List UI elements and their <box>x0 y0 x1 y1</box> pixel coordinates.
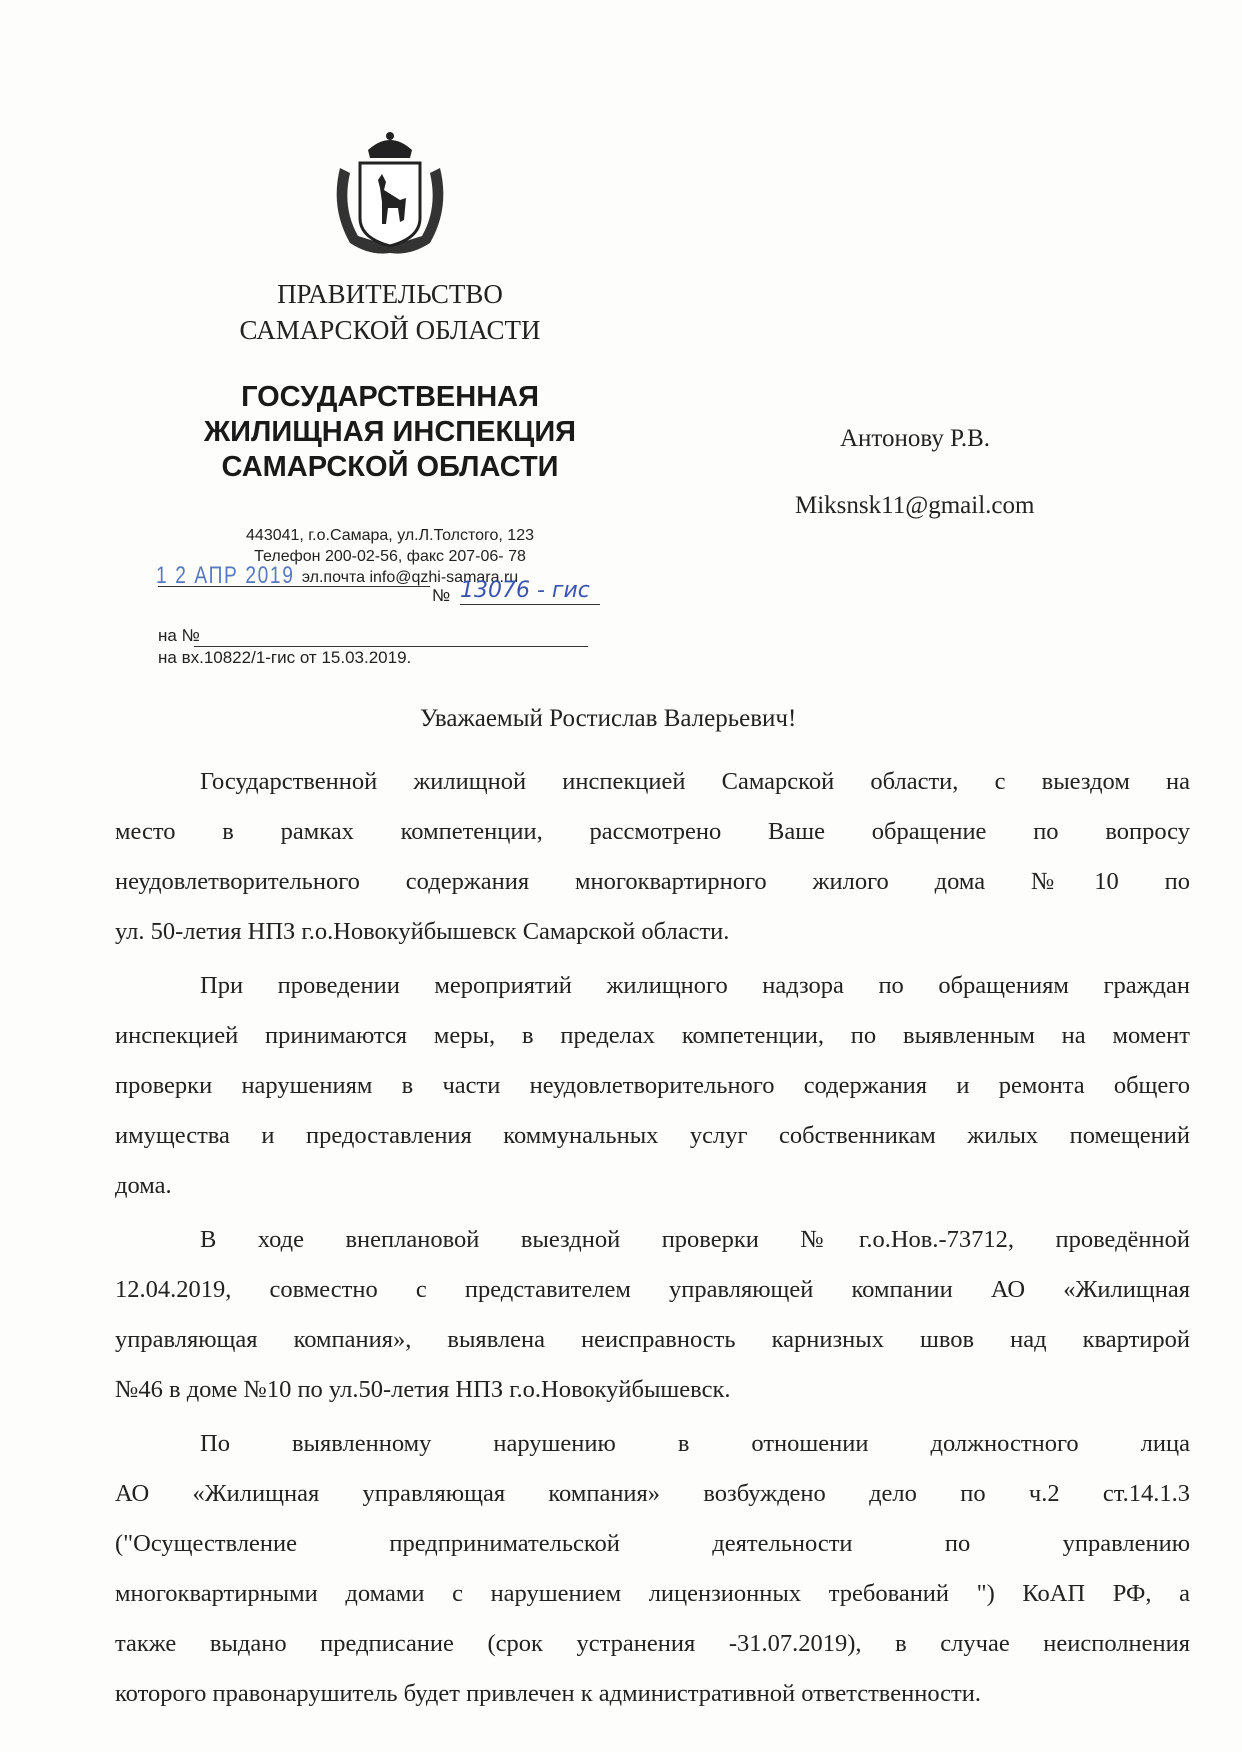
email-line: эл.почта info@qzhi-samara.ru <box>301 569 519 586</box>
text-line: проверки нарушениям в части неудовлетворительного содержания и ремонта общего <box>115 1072 1190 1099</box>
number-label: № <box>432 586 451 605</box>
paragraph <box>115 1419 1190 1719</box>
paragraph <box>115 757 1190 957</box>
text-line: ("Осуществление предпринимательской деятельности по управлению <box>115 1530 1190 1557</box>
text-line: По выявленному нарушению в отношении должностного лица <box>200 1430 1190 1457</box>
date-stamp: 1 2 АПР 2019 <box>156 562 295 589</box>
paragraph <box>115 961 1190 1211</box>
text-line: которого правонарушитель будет привлечен к административной ответственности. <box>115 1680 981 1707</box>
text-line: ул. 50-летия НПЗ г.о.Новокуйбышевск Самарской области. <box>115 918 730 945</box>
outgoing-number: 13076 - гис <box>460 578 600 605</box>
recipient-name: Антонову Р.В. <box>840 425 991 452</box>
inspection-line: ГОСУДАРСТВЕННАЯ <box>241 381 539 413</box>
text-line: неудовлетворительного содержания многоквартирного жилого дома №10 по <box>115 868 1190 895</box>
text-line: также выдано предписание (срок устранения -31.07.2019), в случае неисполнения <box>115 1630 1190 1657</box>
text-line: дома. <box>115 1172 172 1199</box>
government-line: САМАРСКОЙ ОБЛАСТИ <box>239 315 541 345</box>
text-line: имущества и предоставления коммунальных услуг собственникам жилых помещений <box>115 1122 1190 1149</box>
text-line: №46 в доме №10 по ул.50-летия НПЗ г.о.Новокуйбышевск. <box>115 1376 731 1403</box>
recipient-email: Miksnsk11@gmail.com <box>795 492 1035 519</box>
paragraph <box>115 1215 1190 1415</box>
reply-to-label: на № <box>158 626 200 645</box>
text-line: АО «Жилищная управляющая компания» возбуждено дело по ч.2 ст.14.1.3 <box>115 1480 1190 1507</box>
text-line: В ходе внеплановой выездной проверки №г.о.Нов.-73712, проведённой <box>200 1226 1190 1253</box>
coat-of-arms-emblem <box>330 128 450 258</box>
government-line: ПРАВИТЕЛЬСТВО <box>277 279 503 309</box>
inspection-line: ЖИЛИЩНАЯ ИНСПЕКЦИЯ <box>203 416 577 448</box>
letter-body <box>115 757 1190 1723</box>
text-line: место в рамках компетенции, рассмотрено Ваше обращение по вопросу <box>115 818 1190 845</box>
phone-line: Телефон 200-02-56, факс 207-06- 78 <box>254 548 526 565</box>
address-line: 443041, г.о.Самара, ул.Л.Толстого, 123 <box>246 527 534 544</box>
text-line: Государственной жилищной инспекцией Самарской области, с выездом на <box>200 768 1190 795</box>
text-line: инспекцией принимаются меры, в пределах компетенции, по выявленным на момент <box>115 1022 1190 1049</box>
inspection-line: САМАРСКОЙ ОБЛАСТИ <box>221 451 559 483</box>
incoming-reference: на вх.10822/1-гис от 15.03.2019. <box>158 648 412 667</box>
text-line: многоквартирными домами с нарушением лицензионных требований ") КоАП РФ, а <box>115 1580 1190 1607</box>
inspection-title <box>150 380 630 485</box>
greeting: Уважаемый Ростислав Валерьевич! <box>420 705 797 732</box>
text-line: При проведении мероприятий жилищного надзора по обращениям граждан <box>200 972 1190 999</box>
reply-to-line <box>194 646 588 647</box>
date-line <box>158 586 430 587</box>
text-line: управляющая компания», выявлена неисправность карнизных швов над квартирой <box>115 1326 1190 1353</box>
text-line: 12.04.2019, совместно с представителем управляющей компании АО «Жилищная <box>115 1276 1190 1303</box>
government-title <box>180 276 600 348</box>
